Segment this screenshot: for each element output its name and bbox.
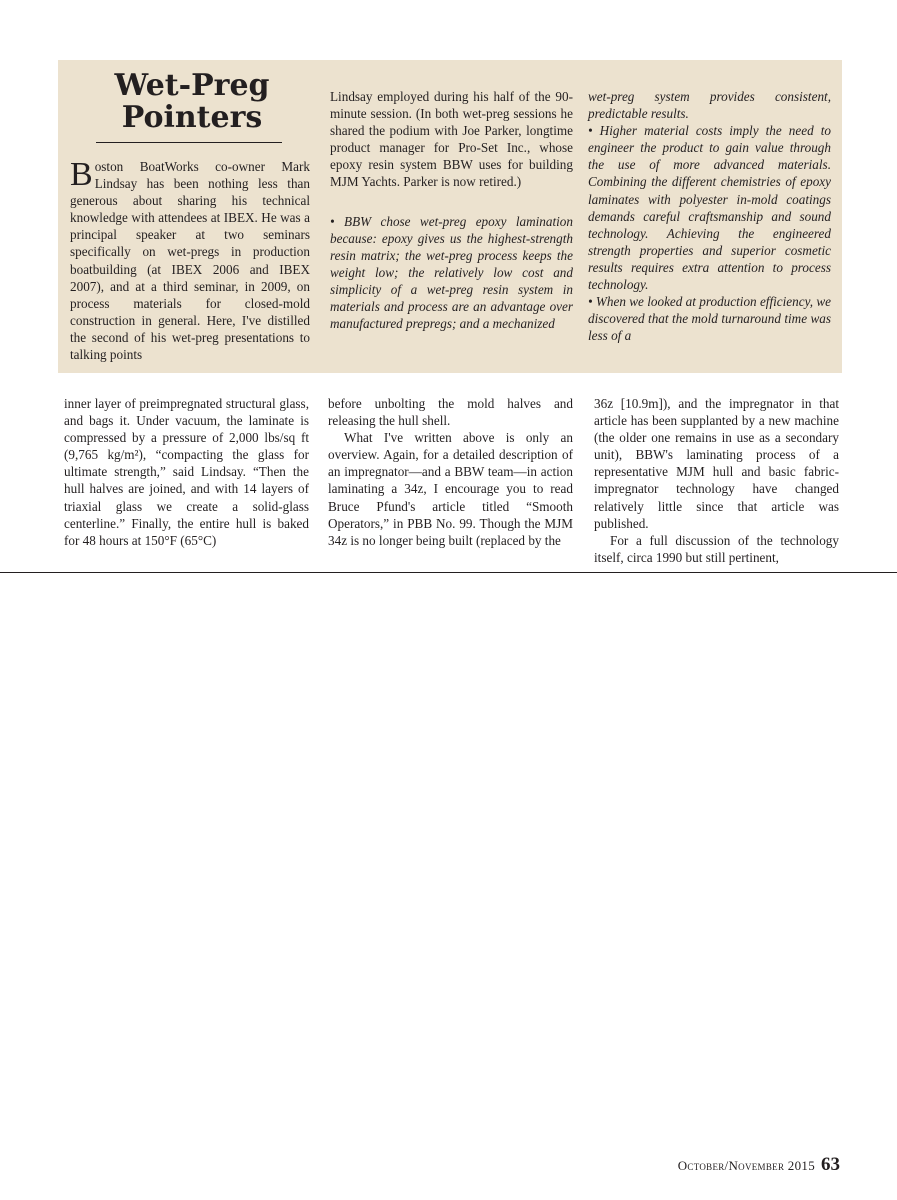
sidebar-col3-p2: • Higher material costs imply the need to engineer the product to gain value through the use of more advanced materials. Combining the different chemistries of epoxy laminates with polyester in-mold coatings demands careful craftsmanship and sound technology. Achieving the engineered strength properties and superior cosmetic results requires extra attention to process technology. [588, 123, 831, 293]
sidebar-column-1 [70, 158, 310, 363]
sidebar-col2-text: Lindsay employed during his half of the 90-minute session. (In both wet-preg sessions he shared the podium with Joe Parker, longtime product manager for Pro-Set Inc., whose epoxy resin system BBW uses for building MJM Yachts. Parker is now retired.) [330, 89, 573, 190]
body-col2-p1: before unbolting the mold halves and releasing the hull shell. [328, 396, 573, 429]
issue-date: October/November 2015 [677, 1158, 815, 1173]
body-col3-p2: For a full discussion of the technology itself, circa 1990 but still pertinent, [594, 532, 839, 565]
body-column-2 [328, 395, 573, 549]
page-number: 63 [821, 1154, 840, 1175]
body-column-1 [64, 395, 309, 549]
sidebar-column-2 [330, 88, 573, 332]
sidebar-col3-p1: wet-preg system provides consistent, predictable results. [588, 89, 831, 122]
sidebar-col3-p3: • When we looked at production efficiency, we discovered that the mold turnaround time was less of a [588, 294, 831, 344]
drop-cap: B [70, 156, 93, 193]
sidebar-col2-bullet: • BBW chose wet-preg epoxy lamination because: epoxy gives us the highest-strength resin matrix; the wet-preg process keeps the weight low; the relatively low cost and simplicity of a wet-preg resin system in materials and process are an advantage over manufactured prepregs; and a mechanized [330, 213, 573, 332]
sidebar-column-3 [588, 88, 831, 344]
body-col2-p2: What I've written above is only an overview. Again, for a detailed description of an impregnator—and a BBW team—in action laminating a 34z, I encourage you to read Bruce Pfund's article titled “Smooth Operators,” in PBB No. 99. Though the MJM 34z is no longer being built (replaced by the [328, 430, 573, 548]
sidebar-title [86, 70, 298, 134]
page-footer [600, 1154, 840, 1176]
sidebar-title-line1: Wet-Preg [114, 68, 270, 103]
sidebar-col1-text: oston BoatWorks co-owner Mark Lindsay has been nothing less than generous about sharing his technical knowledge with attendees at IBEX. He was a principal speaker at two seminars specifically on wet-pregs in production boatbuilding (at IBEX 2006 and IBEX 2007), and at a third seminar, in 2009, on process materials for closed-mold construction in general. Here, I've distilled the second of his wet-preg presentations to talking points [70, 159, 310, 363]
body-col1-text: inner layer of preimpregnated structural glass, and bags it. Under vacuum, the laminate is compressed by a pressure of 2,000 lbs/sq ft (9,765 kg/m²), “compacting the glass for ultimate strength,” said Lindsay. “Then the hull halves are joined, and with 14 layers of triaxial glass we create a solid-glass centerline.” Finally, the entire hull is baked for 48 hours at 150°F (65°C) [64, 396, 309, 548]
column-bottom-rule [0, 572, 897, 573]
body-col3-p1: 36z [10.9m]), and the impregnator in that article has been supplanted by a new machine (the older one remains in use as a secondary unit), BBW's laminating process of a representative MJM hull and basic fabric-impregnator technology have changed relatively little since that article was published. [594, 396, 839, 531]
body-column-3 [594, 395, 839, 566]
title-rule [96, 142, 282, 143]
sidebar-title-line2: Pointers [121, 100, 263, 135]
